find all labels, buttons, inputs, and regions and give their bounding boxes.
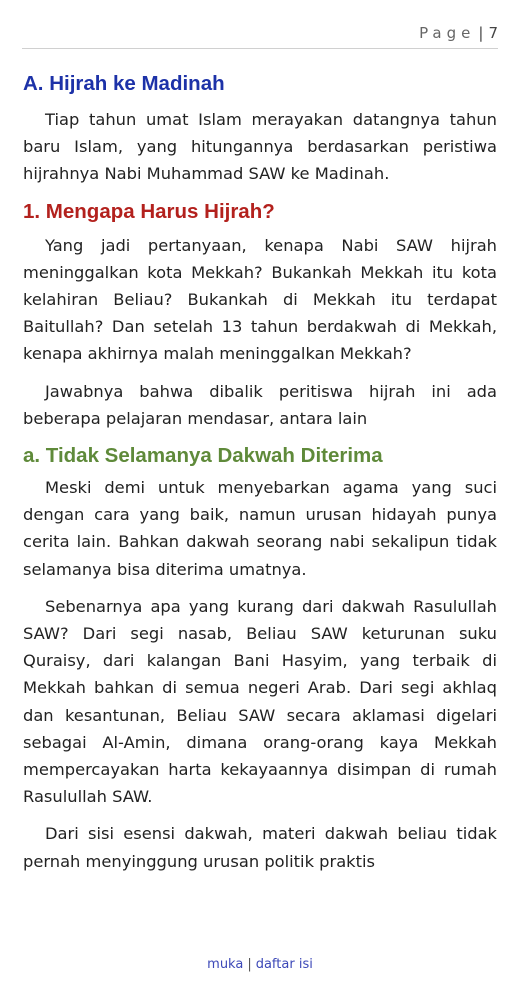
subsection-title: 1. Mengapa Harus Hijrah? (23, 199, 275, 223)
document-body (23, 70, 497, 885)
footer-separator: | (247, 957, 252, 972)
point-title: a. Tidak Selamanya Dakwah Diterima (23, 444, 383, 468)
header-divider (22, 48, 498, 49)
subsection-paragraph-2: Jawabnya bahwa dibalik peritiswa hijrah ini ada beberapa pelajaran mendasar, antara lain (23, 381, 497, 428)
section-title: A. Hijrah ke Madinah (23, 72, 225, 95)
home-link[interactable]: muka (207, 957, 244, 972)
point-paragraph-2: Sebenarnya apa yang kurang dari dakwah Rasulullah SAW? Dari segi nasab, Beliau SAW keturunan suku Quraisy, dari kalangan Bani Hasyim, yang terbaik di Mekkah bahkan di semua negeri Arab. Dari segi akhlaq dan kesantunan, Beliau SAW secara aklamasi digelari sebagai Al-Amin, dimana orang-orang kaya Mekkah mempercayakan harta kekayaannya disimpan di rumah Rasulullah SAW. (23, 596, 497, 807)
page-separator: | (478, 24, 484, 42)
page-number: 7 (488, 24, 498, 42)
page-header (419, 24, 498, 42)
footer-nav (0, 957, 520, 972)
page-label: Page (419, 24, 476, 42)
intro-paragraph: Tiap tahun umat Islam merayakan datangnya tahun baru Islam, yang hitungannya berdasarkan peristiwa hijrahnya Nabi Muhammad SAW ke Madinah. (23, 110, 497, 184)
point-paragraph-1: Meski demi untuk menyebarkan agama yang suci dengan cara yang baik, namun urusan hidayah punya cerita lain. Bahkan dakwah seorang nabi sekalipun tidak selamanya bisa diterima umatnya. (23, 478, 497, 579)
point-paragraph-3: Dari sisi esensi dakwah, materi dakwah beliau tidak pernah menyinggung urusan politik praktis (23, 824, 497, 871)
toc-link[interactable]: daftar isi (255, 957, 313, 972)
subsection-paragraph-1: Yang jadi pertanyaan, kenapa Nabi SAW hijrah meninggalkan kota Mekkah? Bukankah Mekkah itu kota kelahiran Beliau? Bukankah di Mekkah itu terdapat Baitullah? Dan setelah 13 tahun berdakwah di Mekkah, kenapa akhirnya malah meninggalkan Mekkah? (23, 235, 497, 364)
